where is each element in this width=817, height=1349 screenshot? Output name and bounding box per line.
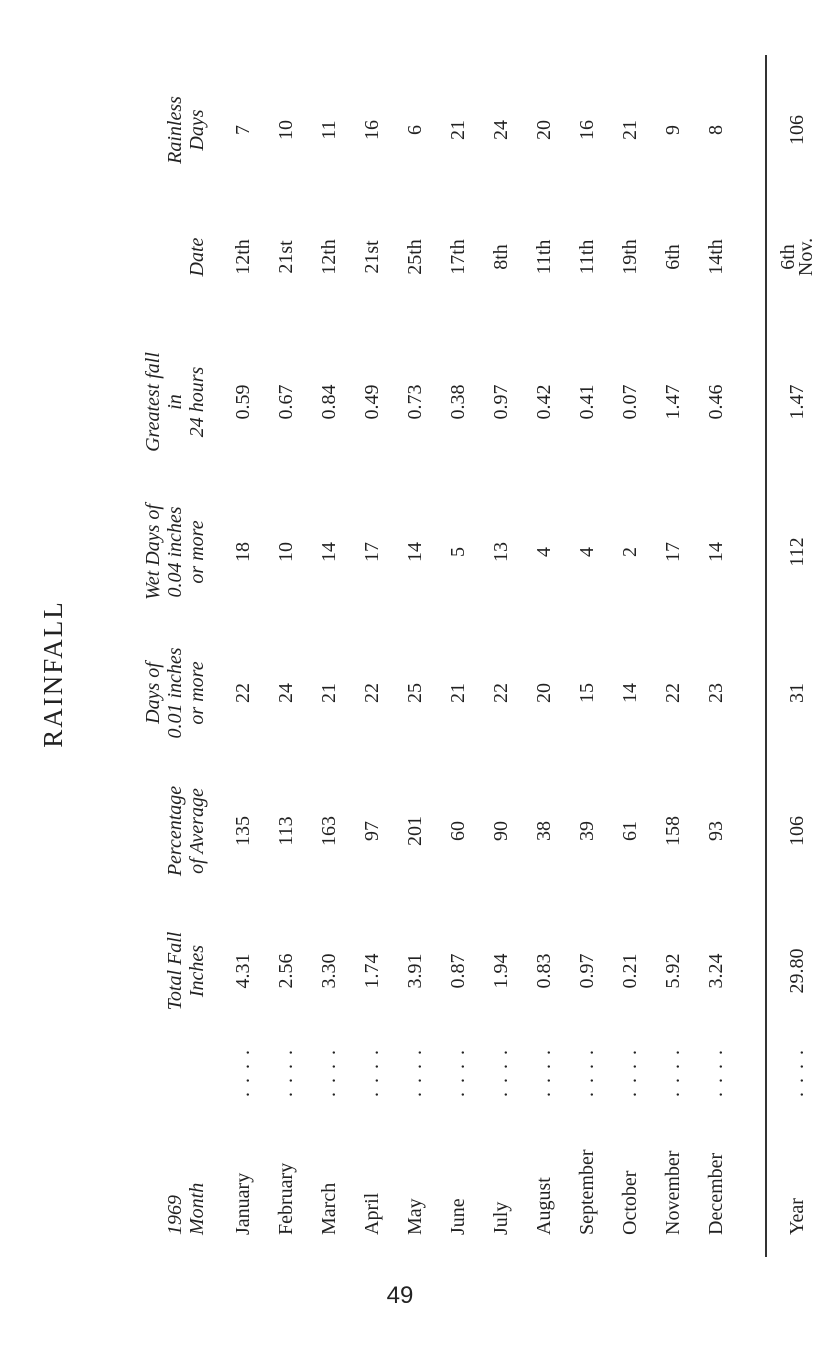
header-greatest-fall: [133, 327, 208, 477]
header-date-line: Date: [186, 237, 208, 277]
rainless-cell: 106: [786, 115, 808, 145]
leader-dots: . . . .: [662, 1048, 684, 1097]
header-wet-days-line: 0.04 inches: [164, 506, 186, 598]
date-cell: 25th: [404, 239, 426, 275]
greatest-fall-cell: 0.42: [533, 384, 555, 420]
leader-dots: . . . .: [490, 1048, 512, 1097]
table-row: [354, 55, 390, 1257]
header-month-line: 1969: [164, 1195, 186, 1235]
table-row: [526, 55, 562, 1257]
total-cell: 4.31: [232, 953, 254, 989]
greatest-fall-cell: 0.07: [619, 384, 641, 420]
days-001-cell: 22: [490, 683, 512, 703]
percentage-cell: 93: [705, 821, 727, 841]
table-row: [268, 55, 304, 1257]
percentage-cell: 106: [786, 816, 808, 846]
percentage-cell: 158: [662, 816, 684, 846]
month-cell: December: [705, 1152, 727, 1235]
percentage-cell: 39: [576, 821, 598, 841]
date-day: 6th: [777, 244, 799, 270]
header-total-line: Inches: [186, 944, 208, 998]
percentage-cell: 113: [275, 816, 297, 846]
leader-dots: . . . .: [232, 1048, 254, 1097]
table-row: [483, 55, 519, 1257]
table-row: [397, 55, 433, 1257]
greatest-fall-cell: 0.73: [404, 384, 426, 420]
table-row: [655, 55, 691, 1257]
month-cell: January: [232, 1172, 254, 1235]
total-cell: 3.30: [318, 953, 340, 989]
table-row: [569, 55, 605, 1257]
wet-days-cell: 4: [533, 547, 555, 557]
rainless-cell: 16: [576, 120, 598, 140]
percentage-cell: 201: [404, 816, 426, 846]
header-days-001-line: Days of: [142, 662, 164, 724]
table-body: [225, 55, 817, 1257]
days-001-cell: 22: [361, 683, 383, 703]
greatest-fall-cell: 0.67: [275, 384, 297, 420]
date-cell: 11th: [576, 239, 598, 275]
percentage-cell: 135: [232, 816, 254, 846]
leader-dots: . . . .: [576, 1048, 598, 1097]
table-row: [225, 55, 261, 1257]
wet-days-cell: 14: [318, 542, 340, 562]
table-row: [612, 55, 648, 1257]
rainless-cell: 21: [619, 120, 641, 140]
greatest-fall-cell: 0.59: [232, 384, 254, 420]
date-cell: 6th: [662, 244, 684, 270]
date-cell: 12th: [232, 239, 254, 275]
wet-days-cell: 2: [619, 547, 641, 557]
greatest-fall-cell: 0.97: [490, 384, 512, 420]
header-days-001-line: or more: [186, 661, 208, 725]
days-001-cell: 21: [447, 683, 469, 703]
greatest-fall-cell: 0.49: [361, 384, 383, 420]
days-001-cell: 22: [662, 683, 684, 703]
date-cell: 21st: [275, 240, 297, 274]
percentage-cell: 163: [318, 816, 340, 846]
percentage-cell: 61: [619, 821, 641, 841]
year-total-row: [779, 55, 815, 1257]
header-wet-days-line: or more: [186, 520, 208, 584]
leader-dots: . . . .: [318, 1048, 340, 1097]
percentage-cell: 38: [533, 821, 555, 841]
page-number: 49: [386, 1282, 414, 1309]
wet-days-cell: 4: [576, 547, 598, 557]
header-total: [133, 901, 208, 1041]
total-cell: 3.91: [404, 953, 426, 989]
total-cell: 0.21: [619, 953, 641, 989]
date-cell: 14th: [705, 239, 727, 275]
rainless-cell: 20: [533, 120, 555, 140]
header-percentage-line: of Average: [186, 788, 208, 874]
rainless-cell: 16: [361, 120, 383, 140]
date-cell: 19th: [619, 239, 641, 275]
header-rainless-line: Rainless: [164, 96, 186, 164]
days-001-cell: 15: [576, 683, 598, 703]
header-greatest-fall-line: 24 hours: [186, 366, 208, 438]
rainfall-table: [133, 55, 817, 1257]
total-cell: 5.92: [662, 953, 684, 989]
greatest-fall-cell: 0.46: [705, 384, 727, 420]
header-date: [133, 207, 208, 307]
percentage-cell: 90: [490, 821, 512, 841]
leader-dots: . . . .: [447, 1048, 469, 1097]
date-cell: [779, 207, 815, 307]
month-cell: June: [447, 1198, 469, 1235]
rainless-cell: 7: [232, 125, 254, 135]
wet-days-cell: 5: [447, 547, 469, 557]
days-001-cell: 25: [404, 683, 426, 703]
header-days-001-line: 0.01 inches: [164, 647, 186, 739]
month-cell: April: [361, 1192, 383, 1235]
wet-days-cell: 13: [490, 542, 512, 562]
total-cell: 1.74: [361, 953, 383, 989]
header-month-line: Month: [186, 1182, 208, 1235]
days-001-cell: 31: [786, 683, 808, 703]
days-001-cell: 23: [705, 683, 727, 703]
month-cell: July: [490, 1201, 512, 1235]
header-total-line: Total Fall: [164, 931, 186, 1011]
month-cell: February: [275, 1162, 297, 1235]
leader-dots: . . . .: [619, 1048, 641, 1097]
month-cell: November: [662, 1150, 684, 1235]
header-wet-days: [133, 477, 208, 627]
total-cell: 1.94: [490, 953, 512, 989]
total-cell: 2.56: [275, 953, 297, 989]
rainless-cell: 9: [662, 125, 684, 135]
table-row: [440, 55, 476, 1257]
wet-days-cell: 18: [232, 542, 254, 562]
total-cell: 0.83: [533, 953, 555, 989]
header-percentage-line: Percentage: [164, 785, 186, 877]
days-001-cell: 14: [619, 683, 641, 703]
date-cell: 21st: [361, 240, 383, 274]
leader-dots: . . . .: [705, 1048, 727, 1097]
year-label: Year: [786, 1198, 808, 1235]
days-001-cell: 21: [318, 683, 340, 703]
date-cell: 8th: [490, 244, 512, 270]
days-001-cell: 22: [232, 683, 254, 703]
header-greatest-fall-line: in: [164, 394, 186, 410]
header-percentage: [133, 761, 208, 901]
month-cell: September: [576, 1149, 598, 1235]
rainless-cell: 24: [490, 120, 512, 140]
rainless-cell: 11: [318, 120, 340, 140]
month-cell: May: [404, 1198, 426, 1235]
date-cell: 12th: [318, 239, 340, 275]
month-cell: March: [318, 1182, 340, 1235]
table-row: [698, 55, 734, 1257]
greatest-fall-cell: 1.47: [786, 384, 808, 420]
total-rule: [765, 55, 767, 1257]
leader-dots: . . . .: [404, 1048, 426, 1097]
greatest-fall-cell: 0.38: [447, 384, 469, 420]
days-001-cell: 20: [533, 683, 555, 703]
page-title: RAINFALL: [38, 600, 68, 748]
total-cell: 3.24: [705, 953, 727, 989]
total-cell: 0.87: [447, 953, 469, 989]
rainless-cell: 8: [705, 125, 727, 135]
greatest-fall-cell: 0.84: [318, 384, 340, 420]
wet-days-cell: 14: [404, 542, 426, 562]
header-month: [133, 1115, 208, 1235]
leader-dots: . . . .: [786, 1048, 808, 1097]
date-month: Nov.: [795, 237, 817, 277]
wet-days-cell: 17: [662, 542, 684, 562]
rainless-cell: 6: [404, 125, 426, 135]
wet-days-cell: 10: [275, 542, 297, 562]
header-days-001: [133, 627, 208, 759]
table-row: [311, 55, 347, 1257]
wet-days-cell: 17: [361, 542, 383, 562]
wet-days-cell: 112: [786, 537, 808, 567]
header-greatest-fall-line: Greatest fall: [142, 352, 164, 452]
wet-days-cell: 14: [705, 542, 727, 562]
rainless-cell: 21: [447, 120, 469, 140]
total-cell: 0.97: [576, 953, 598, 989]
header-wet-days-line: Wet Days of: [142, 504, 164, 600]
leader-dots: . . . .: [533, 1048, 555, 1097]
leader-dots: . . . .: [275, 1048, 297, 1097]
rainless-cell: 10: [275, 120, 297, 140]
header-rainless: [133, 65, 208, 195]
leader-dots: . . . .: [361, 1048, 383, 1097]
percentage-cell: 97: [361, 821, 383, 841]
total-cell: 29.80: [786, 948, 808, 994]
greatest-fall-cell: 0.41: [576, 384, 598, 420]
percentage-cell: 60: [447, 821, 469, 841]
header-rainless-line: Days: [186, 109, 208, 151]
date-cell: 17th: [447, 239, 469, 275]
greatest-fall-cell: 1.47: [662, 384, 684, 420]
days-001-cell: 24: [275, 683, 297, 703]
month-cell: August: [533, 1177, 555, 1235]
month-cell: October: [619, 1170, 641, 1235]
date-cell: 11th: [533, 239, 555, 275]
